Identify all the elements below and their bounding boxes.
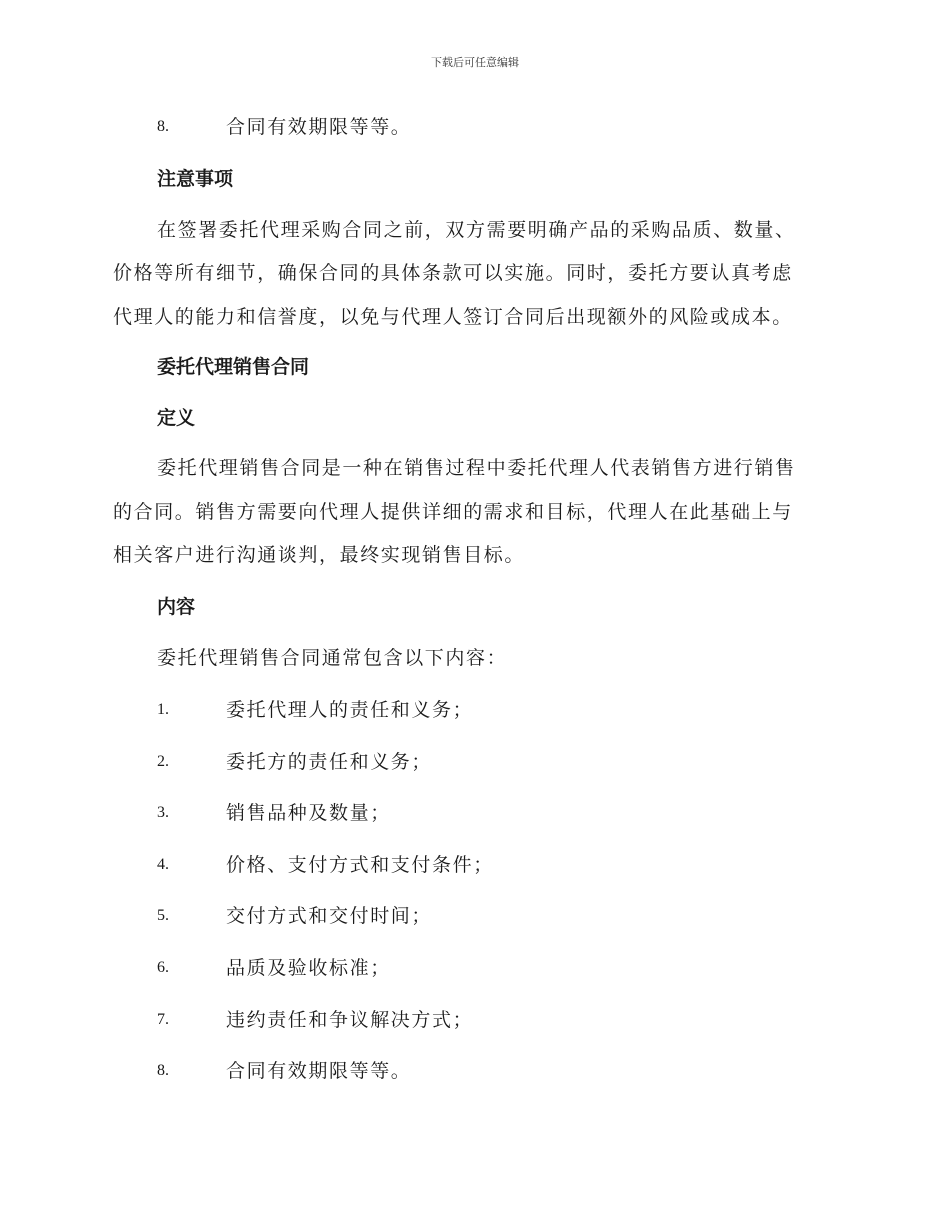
list-item-text: 违约责任和争议解决方式； <box>226 1009 474 1031</box>
list-item-text: 价格、支付方式和支付条件； <box>226 854 494 876</box>
definition-paragraph-line: 委托代理销售合同是一种在销售过程中委托代理人代表销售方进行销售 <box>157 457 796 479</box>
list-item-number: 4. <box>157 856 169 873</box>
definition-paragraph-line: 的合同。销售方需要向代理人提供详细的需求和目标，代理人在此基础上与 <box>113 501 793 523</box>
list-item-number: 8. <box>157 1062 169 1079</box>
list-item-number: 1. <box>157 701 169 718</box>
page-header: 下载后可任意编辑 <box>431 56 519 69</box>
list-item-number: 7. <box>157 1011 169 1028</box>
content-intro: 委托代理销售合同通常包含以下内容： <box>157 647 508 669</box>
list-item-text: 销售品种及数量； <box>226 802 391 824</box>
list-item-number: 6. <box>157 959 169 976</box>
notes-paragraph-line: 代理人的能力和信誉度，以免与代理人签订合同后出现额外的风险或成本。 <box>113 306 793 328</box>
notes-paragraph-line: 价格等所有细节，确保合同的具体条款可以实施。同时，委托方要认真考虑 <box>113 262 793 284</box>
list-item-number: 3. <box>157 804 169 821</box>
notes-heading: 注意事项 <box>157 168 234 190</box>
list-item-text: 委托方的责任和义务； <box>226 751 433 773</box>
section-title: 委托代理销售合同 <box>157 356 310 378</box>
content-heading: 内容 <box>157 596 196 618</box>
list-item-text: 合同有效期限等等。 <box>226 1060 412 1082</box>
definition-paragraph-line: 相关客户进行沟通谈判，最终实现销售目标。 <box>113 544 526 566</box>
list-item-number: 5. <box>157 907 169 924</box>
list-item-number: 2. <box>157 753 169 770</box>
list-item-text: 委托代理人的责任和义务； <box>226 699 474 721</box>
notes-paragraph-line: 在签署委托代理采购合同之前，双方需要明确产品的采购品质、数量、 <box>157 219 796 241</box>
list-item-text: 合同有效期限等等。 <box>226 116 412 138</box>
list-item-number: 8. <box>157 118 169 135</box>
list-item-text: 交付方式和交付时间； <box>226 905 433 927</box>
definition-heading: 定义 <box>157 407 196 429</box>
list-item-text: 品质及验收标准； <box>226 957 391 979</box>
